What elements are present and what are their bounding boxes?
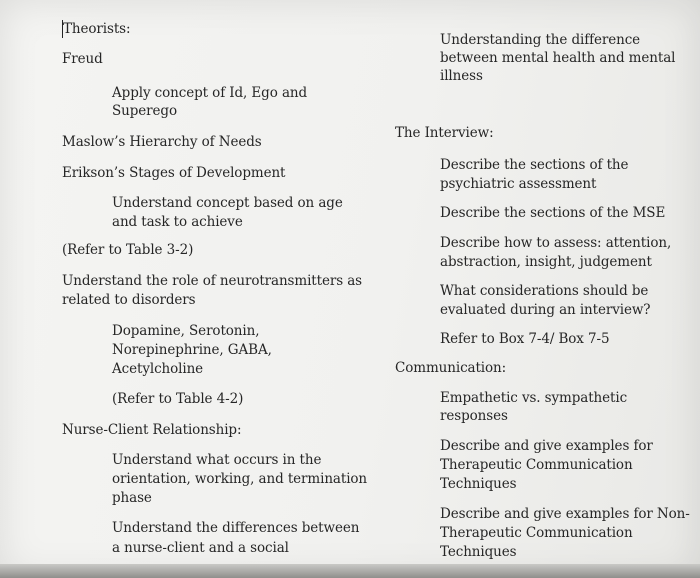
box-reference: Refer to Box 7-4/ Box 7-5: [440, 331, 610, 347]
psych-assessment-line-1: Describe the sections of the: [440, 157, 629, 173]
item-erikson: Erikson’s Stages of Development: [62, 165, 286, 181]
page-bottom-edge: [0, 564, 700, 578]
psych-assessment-line-2: psychiatric assessment: [440, 176, 597, 192]
differences-line-2: a nurse-client and a social: [112, 540, 289, 556]
considerations-line-2: evaluated during an interview?: [440, 302, 651, 318]
ref-table-4-2: (Refer to Table 4-2): [112, 391, 244, 407]
freud-detail-line-1: Apply concept of Id, Ego and: [112, 85, 308, 101]
heading-theorists: Theorists:: [63, 21, 131, 37]
assess-line-1: Describe how to assess: attention,: [440, 235, 672, 251]
therapeutic-line-3: Techniques: [440, 476, 517, 492]
phase-line-1: Understand what occurs in the: [112, 452, 322, 468]
mental-health-line-1: Understanding the difference: [440, 32, 641, 48]
therapeutic-line-1: Describe and give examples for: [440, 438, 653, 454]
mental-health-line-2: between mental health and mental: [440, 50, 676, 66]
ref-table-3-2: (Refer to Table 3-2): [62, 242, 194, 258]
mse-sections: Describe the sections of the MSE: [440, 205, 666, 221]
empathetic-line-1: Empathetic vs. sympathetic: [440, 390, 628, 406]
heading-interview: The Interview:: [395, 125, 494, 141]
freud-detail-line-2: Superego: [112, 103, 177, 119]
empathetic-line-2: responses: [440, 408, 508, 424]
erikson-detail-line-1: Understand concept based on age: [112, 195, 343, 211]
neurotransmitter-list-line-3: Acetylcholine: [112, 361, 204, 377]
neurotransmitters-line-1: Understand the role of neurotransmitters as: [62, 273, 362, 289]
erikson-detail-line-2: and task to achieve: [112, 214, 243, 230]
neurotransmitters-line-2: related to disorders: [62, 292, 196, 308]
non-therapeutic-line-1: Describe and give examples for Non-: [440, 506, 690, 522]
non-therapeutic-line-2: Therapeutic Communication: [440, 525, 633, 541]
phase-line-3: phase: [112, 490, 152, 506]
non-therapeutic-line-3: Techniques: [440, 544, 517, 560]
heading-nurse-client: Nurse-Client Relationship:: [62, 422, 242, 438]
heading-communication: Communication:: [395, 360, 507, 376]
item-freud: Freud: [62, 51, 103, 67]
neurotransmitter-list-line-1: Dopamine, Serotonin,: [112, 323, 260, 339]
neurotransmitter-list-line-2: Norepinephrine, GABA,: [112, 342, 272, 358]
therapeutic-line-2: Therapeutic Communication: [440, 457, 633, 473]
phase-line-2: orientation, working, and termination: [112, 471, 368, 487]
mental-health-line-3: illness: [440, 68, 483, 84]
considerations-line-1: What considerations should be: [440, 283, 649, 299]
item-maslow: Maslow’s Hierarchy of Needs: [62, 134, 262, 150]
differences-line-1: Understand the differences between: [112, 520, 360, 536]
assess-line-2: abstraction, insight, judgement: [440, 254, 652, 270]
